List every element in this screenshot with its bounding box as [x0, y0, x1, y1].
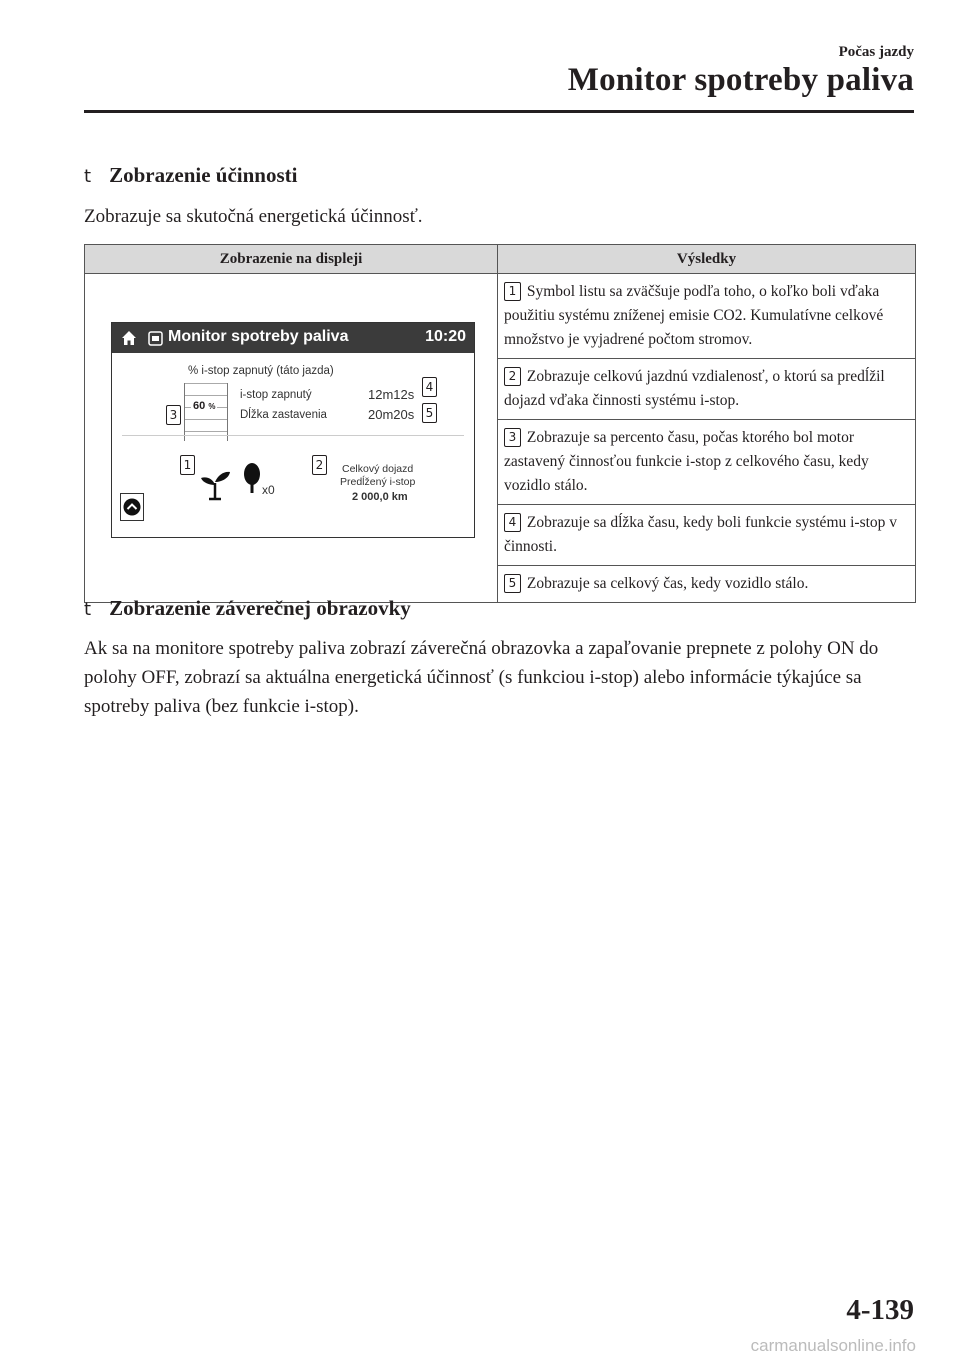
- section-bullet-icon: t: [84, 166, 92, 187]
- watermark: carmanualsonline.info: [750, 1336, 916, 1355]
- section-title: Zobrazenie účinnosti: [109, 163, 298, 187]
- app-icon: [148, 331, 163, 346]
- column-header-results: Výsledky: [498, 245, 916, 274]
- screen-title: Monitor spotreby paliva: [168, 328, 349, 345]
- stop-length-label: Dĺžka zastavenia: [240, 409, 327, 421]
- fuel-monitor-screen: [111, 322, 475, 538]
- istop-on-label: i-stop zapnutý: [240, 389, 312, 401]
- result-text: Zobrazuje celkovú jazdnú vzdialenosť, o ktorú sa predĺžil dojazd vďaka činnosti systému i-stop.: [504, 368, 885, 409]
- extended-label: Predĺžený i-stop: [340, 476, 416, 488]
- callout-5: 5: [422, 403, 437, 423]
- section-heading-efficiency: [84, 163, 298, 188]
- chevron-up-icon: [123, 498, 141, 516]
- result-row-4: [498, 505, 916, 566]
- results-table: [84, 244, 916, 603]
- section-body: Ak sa na monitore spotreby paliva zobrazí záverečná obrazovka a zapaľovanie prepnete z polohy ON do polohy OFF, zobrazí sa aktuálna energetická účinnosť (s funkciou i-stop) alebo informácie týkajúce sa spotreby paliva (bez funkcie i-stop).: [84, 638, 879, 717]
- display-illustration-cell: [85, 274, 498, 603]
- result-text: Symbol listu sa zväčšuje podľa toho, o koľko boli vďaka použitiu systému zníženej emisie CO2. Kumulatívne celkové množstvo je vyjadrené počtom stromov.: [504, 283, 884, 348]
- callout-1: 1: [180, 455, 195, 475]
- page-title: Monitor spotreby paliva: [567, 62, 914, 98]
- result-row-3: [498, 420, 916, 505]
- result-text: Zobrazuje sa dĺžka času, kedy boli funkcie systému i-stop v činnosti.: [504, 514, 898, 555]
- gauge-readout: [191, 400, 217, 412]
- home-icon: [120, 329, 138, 347]
- tree-icon: [242, 463, 262, 495]
- percent-unit: %: [208, 402, 216, 411]
- leaf-icon: [198, 467, 232, 501]
- istop-on-value: 12m12s: [368, 387, 415, 402]
- result-number: 5: [504, 574, 521, 593]
- result-number: 2: [504, 367, 521, 386]
- result-row-2: [498, 359, 916, 420]
- result-number: 3: [504, 428, 521, 447]
- result-number: 1: [504, 282, 521, 301]
- section-title: Zobrazenie záverečnej obrazovky: [109, 596, 411, 620]
- section-heading-final-screen: [84, 596, 411, 621]
- screen-header: [112, 323, 474, 353]
- callout-3: 3: [166, 405, 181, 425]
- callout-2: 2: [312, 455, 327, 475]
- total-range-label: Celkový dojazd: [342, 463, 414, 475]
- section-bullet-icon: t: [84, 599, 92, 620]
- result-text: Zobrazuje sa celkový čas, kedy vozidlo stálo.: [526, 575, 809, 592]
- distance-value: 2 000,0 km: [352, 491, 408, 503]
- percent-value: 60: [193, 400, 206, 412]
- column-header-display: Zobrazenie na displeji: [85, 245, 498, 274]
- stop-length-value: 20m20s: [368, 407, 415, 422]
- tree-count: x0: [262, 483, 275, 497]
- result-row-5: [498, 566, 916, 603]
- page-number: 4-139: [846, 1294, 914, 1326]
- callout-4: 4: [422, 377, 437, 397]
- screen-divider: [122, 435, 464, 436]
- result-row-1: [498, 274, 916, 359]
- screen-clock: 10:20: [425, 328, 466, 345]
- section-intro: Zobrazuje sa skutočná energetická účinnosť.: [84, 206, 423, 227]
- percent-caption: % i-stop zapnutý (táto jazda): [188, 365, 334, 377]
- screen-up-button[interactable]: [120, 493, 144, 521]
- istop-percent-gauge: [184, 383, 228, 441]
- result-number: 4: [504, 513, 521, 532]
- header-rule: [84, 110, 914, 113]
- result-text: Zobrazuje sa percento času, počas ktorého bol motor zastavený činnosťou funkcie i-stop z celkového času, kedy vozidlo stálo.: [504, 429, 869, 494]
- chapter-label: Počas jazdy: [838, 44, 914, 60]
